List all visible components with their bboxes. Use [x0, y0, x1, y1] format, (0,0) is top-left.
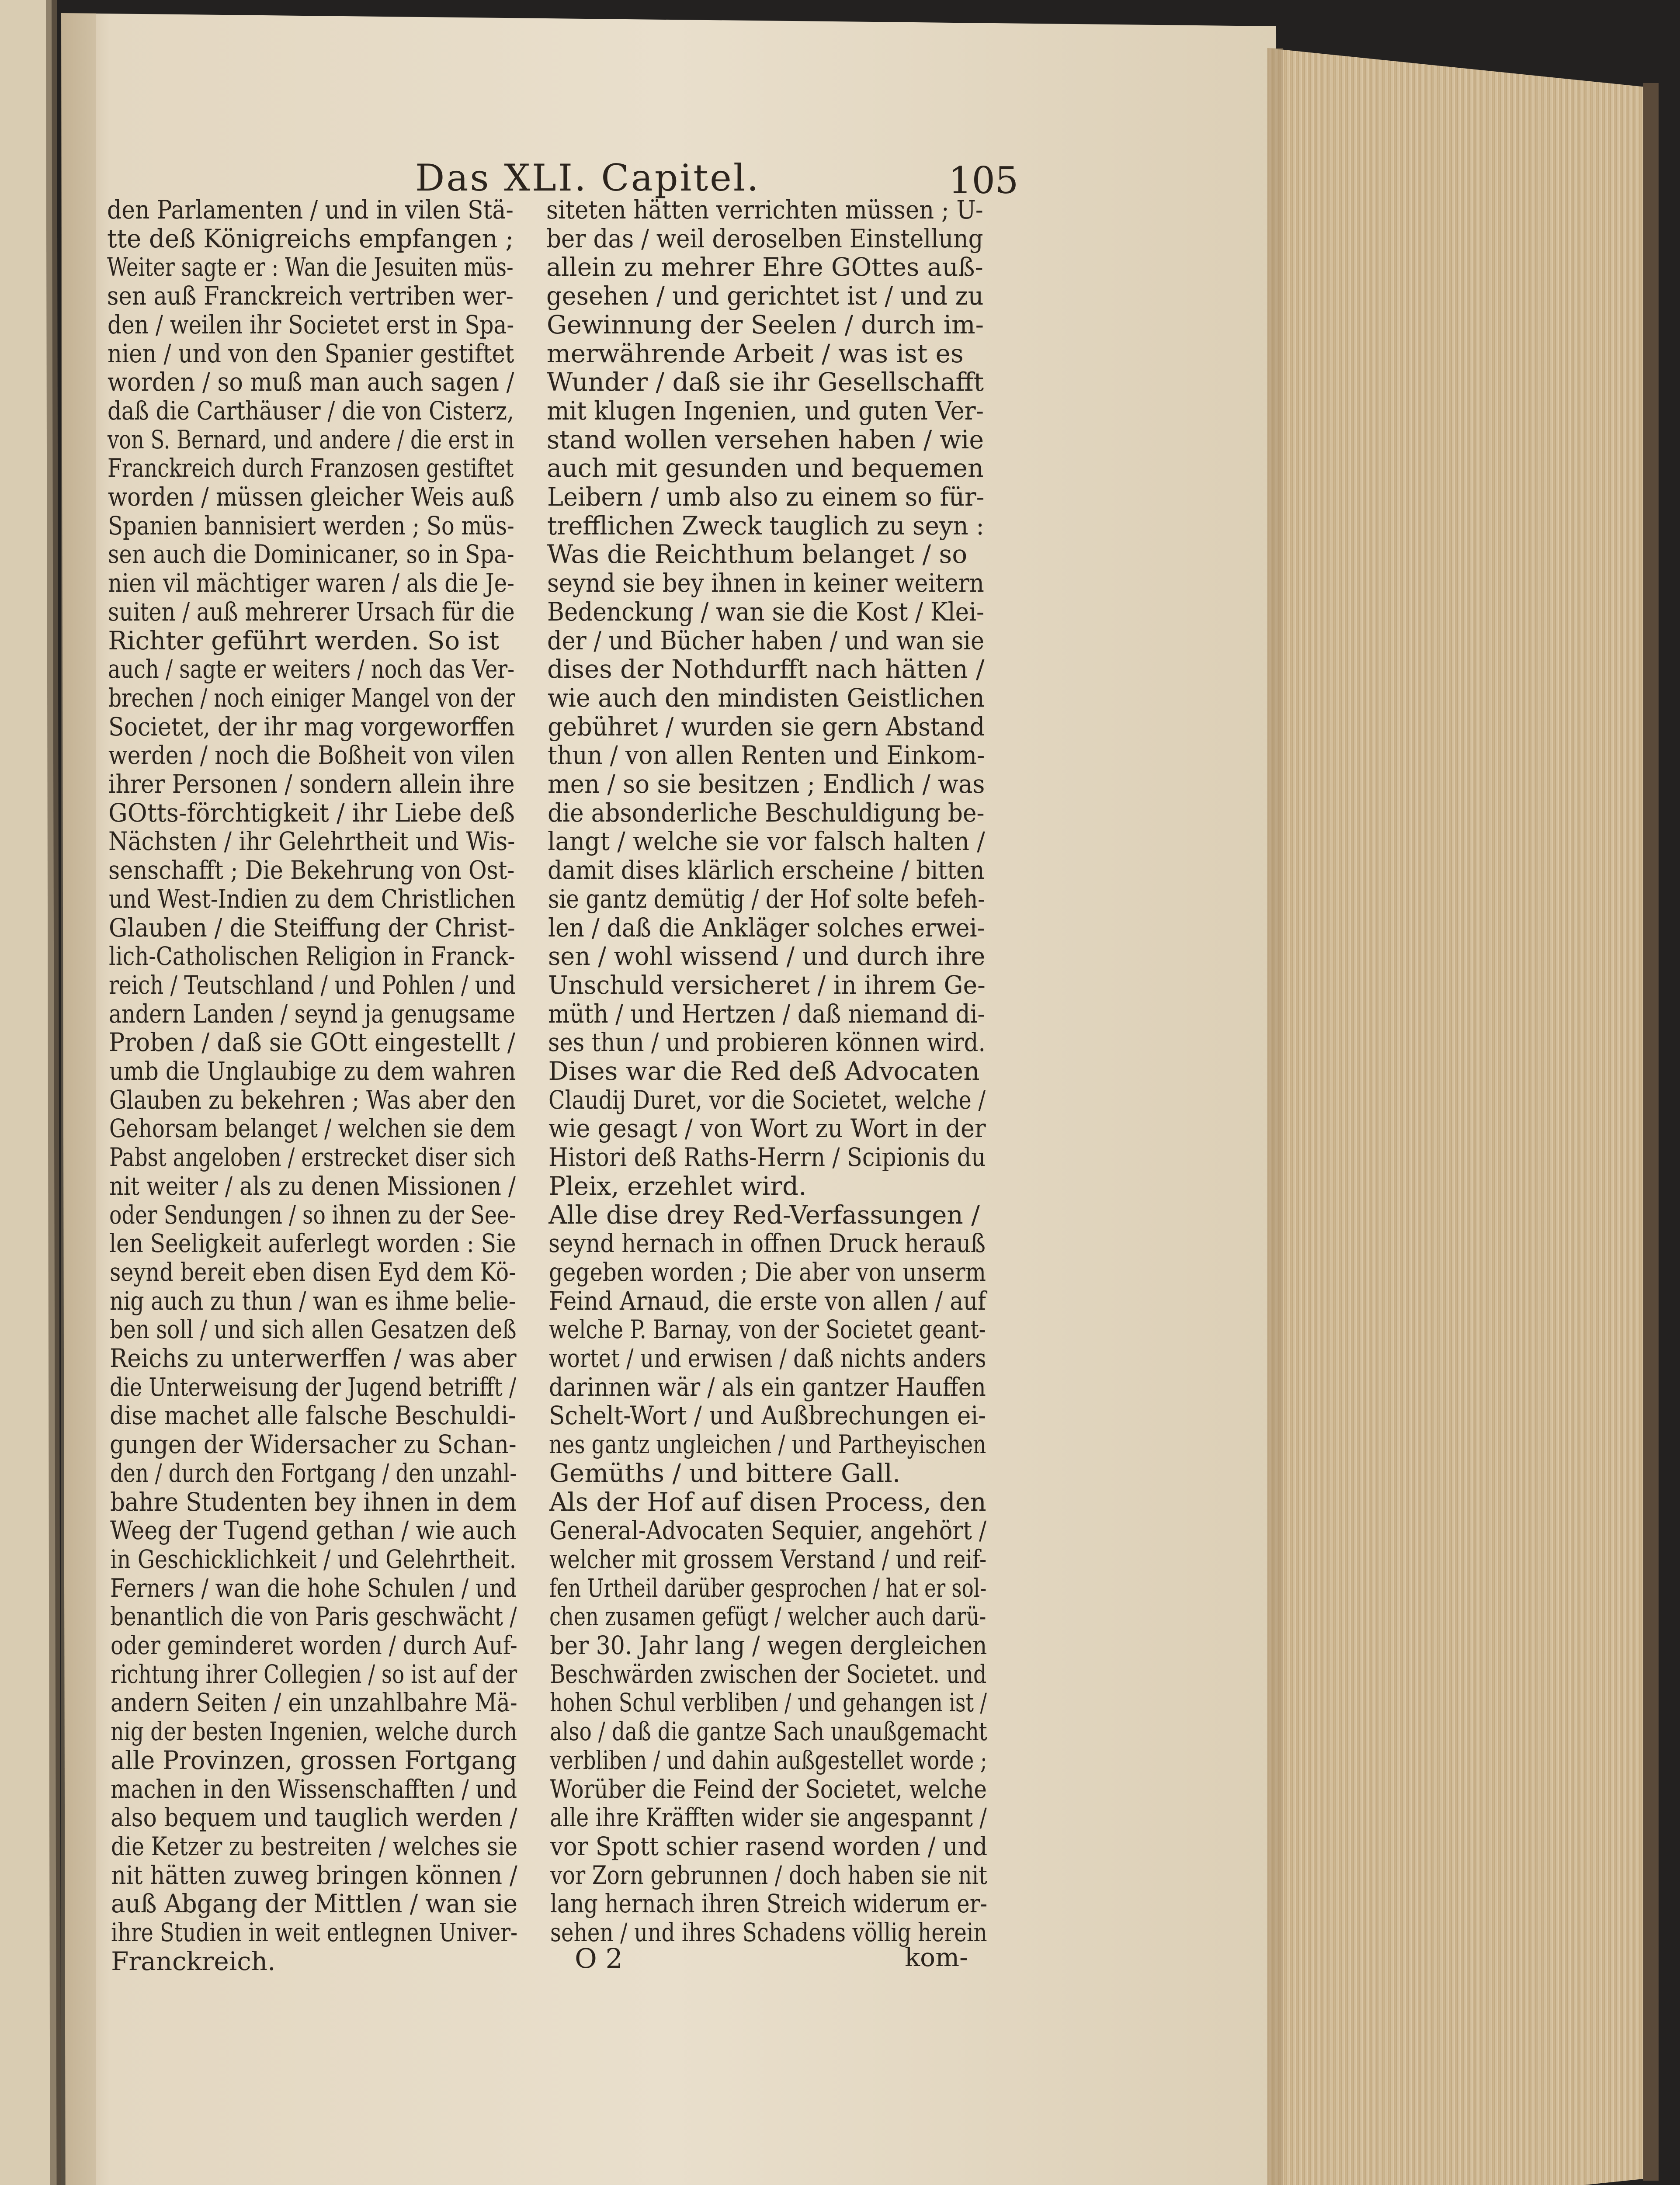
text-line: Pleix, erzehlet wird.: [548, 1171, 807, 1201]
text-line: Claudij Duret, vor die Societet, welche /: [548, 1085, 986, 1115]
text-line: die Unterweisung der Jugend betrifft /: [110, 1372, 517, 1402]
catchword: kom-: [905, 1942, 968, 1972]
text-line: Glauben / die Steiffung der Christ-: [108, 912, 515, 943]
text-line: Nächsten / ihr Gelehrtheit und Wis-: [108, 826, 515, 857]
text-line: die absonderliche Beschuldigung be-: [548, 798, 985, 828]
text-line: Proben / daß sie GOtt eingestellt /: [109, 1027, 516, 1058]
text-line: Spanien bannisiert werden ; So müs-: [108, 510, 514, 541]
text-line: auch / sagte er weiters / noch das Ver-: [108, 654, 515, 684]
text-line: sie gantz demütig / der Hof solte befeh-: [548, 884, 985, 914]
text-line: die Ketzer zu bestreiten / welches sie: [111, 1831, 517, 1861]
text-line: werden / noch die Boßheit von vilen: [108, 740, 515, 770]
text-line: fen Urtheil darüber gesprochen / hat er sol-: [549, 1573, 987, 1603]
text-line: ihrer Personen / sondern allein ihre: [108, 769, 515, 799]
text-line: alle Provinzen, grossen Fortgang: [111, 1745, 517, 1775]
text-line: richtung ihrer Collegien / so ist auf der: [110, 1659, 517, 1689]
text-line: welche P. Barnay, von der Societet geant-: [548, 1314, 986, 1345]
text-line: sehen / und ihres Schadens völlig herein: [550, 1918, 987, 1947]
text-line: nig der besten Ingenien, welche durch: [110, 1717, 517, 1747]
text-line: von S. Bernard, und andere / die erst in: [108, 424, 514, 454]
text-line: Als der Hof auf disen Process, den: [549, 1487, 986, 1517]
text-line: worden / so muß man auch sagen /: [107, 367, 514, 397]
text-line: brechen / noch einiger Mangel von der: [108, 683, 515, 713]
text-line: machen in den Wissenschafften / und: [111, 1774, 517, 1804]
text-line: seynd hernach in offnen Druck herauß: [548, 1228, 986, 1259]
text-line: Was die Reichthum belanget / so: [547, 539, 968, 569]
text-line: allein zu mehrer Ehre GOttes auß-: [546, 252, 984, 282]
text-line: worden / müssen gleicher Weis auß: [108, 482, 514, 512]
text-line: Beschwärden zwischen der Societet. und: [549, 1659, 987, 1689]
text-line: thun / von allen Renten und Einkom-: [547, 740, 985, 770]
text-line: Weeg der Tugend gethan / wie auch: [110, 1516, 517, 1546]
text-line: Ferners / wan die hohe Schulen / und: [110, 1573, 517, 1603]
text-line: General-Advocaten Sequier, angehört /: [549, 1516, 987, 1546]
text-line: gebühret / wurden sie gern Abstand: [547, 711, 985, 742]
text-line: den / durch den Fortgang / den unzahl-: [110, 1458, 517, 1488]
text-line: Weiter sagte er : Wan die Jesuiten müs-: [107, 252, 514, 282]
text-line: welcher mit grossem Verstand / und reif-: [549, 1544, 987, 1574]
text-line: seynd sie bey ihnen in keiner weitern: [547, 568, 984, 598]
text-line: reich / Teutschland / und Pohlen / und: [109, 970, 516, 1000]
text-line: gesehen / und gerichtet ist / und zu: [546, 281, 984, 311]
text-line: nien / und von den Spanier gestiftet: [107, 338, 514, 368]
text-line: Gehorsam belanget / welchen sie dem: [109, 1113, 516, 1144]
text-line: bahre Studenten bey ihnen in dem: [110, 1487, 517, 1517]
text-line: ber 30. Jahr lang / wegen dergleichen: [549, 1630, 987, 1660]
text-line: Leibern / umb also zu einem so für-: [547, 482, 984, 512]
text-line: Gewinnung der Seelen / durch im-: [546, 309, 984, 340]
text-line: suiten / auß mehrerer Ursach für die: [108, 597, 515, 627]
text-line: hohen Schul verbliben / und gehangen ist /: [549, 1688, 987, 1718]
text-line: andern Landen / seynd ja genugsame: [109, 999, 515, 1029]
text-line: merwährende Arbeit / was ist es: [546, 338, 964, 368]
text-line: chen zusamen gefügt / welcher auch darü-: [549, 1602, 986, 1632]
page-number: 105: [948, 159, 1019, 202]
text-line: alle ihre Kräfften wider sie angespannt /: [550, 1803, 987, 1833]
cover: [1643, 83, 1659, 2181]
text-line: nig auch zu thun / wan es ihme belie-: [109, 1286, 516, 1316]
text-line: und West-Indien zu dem Christlichen: [108, 884, 515, 914]
text-line: verbliben / und dahin außgestellet worde ;: [550, 1745, 987, 1775]
text-line: stand wollen versehen haben / wie: [547, 424, 984, 454]
text-line: benantlich die von Paris geschwächt /: [110, 1602, 517, 1632]
text-line: Feind Arnaud, die erste von allen / auf: [548, 1286, 986, 1316]
text-line: seynd bereit eben disen Eyd dem Kö-: [109, 1257, 516, 1287]
text-line: dises der Nothdurfft nach hätten /: [547, 654, 985, 684]
text-line: also / daß die gantze Sach unaußgemacht: [549, 1717, 987, 1747]
text-line: tte deß Königreichs empfangen ;: [107, 223, 514, 253]
text-line: Gemüths / und bittere Gall.: [549, 1458, 901, 1488]
text-line: nes gantz ungleichen / und Partheyischen: [549, 1429, 986, 1460]
page-block-edge: [1267, 48, 1650, 2185]
text-line: vor Spott schier rasend worden / und: [550, 1831, 987, 1861]
text-line: Bedenckung / wan sie die Kost / Klei-: [547, 597, 985, 627]
text-line: Franckreich.: [111, 1946, 276, 1976]
text-line: oder geminderet worden / durch Auf-: [110, 1630, 517, 1660]
text-line: Societet, der ihr mag vorgeworffen: [108, 711, 515, 742]
running-head: Das XLI. Capitel.: [415, 156, 760, 199]
text-line: darinnen wär / als ein gantzer Hauffen: [549, 1372, 986, 1402]
text-line: mit klugen Ingenien, und guten Ver-: [547, 395, 984, 426]
text-line: Glauben zu bekehren ; Was aber den: [109, 1085, 516, 1115]
text-line: Histori deß Raths-Herrn / Scipionis du: [548, 1142, 986, 1172]
text-line: len Seeligkeit auferlegt worden : Sie: [109, 1228, 517, 1259]
text-line: sen auch die Dominicaner, so in Spa-: [108, 539, 514, 569]
text-line: vor Zorn gebrunnen / doch haben sie nit: [550, 1860, 987, 1890]
text-line: gungen der Widersacher zu Schan-: [110, 1429, 517, 1460]
text-line: nit hätten zuweg bringen können /: [111, 1860, 517, 1890]
text-line: lich-Catholischen Religion in Franck-: [108, 941, 515, 971]
text-line: Reichs zu unterwerffen / was aber: [110, 1343, 517, 1373]
text-line: den Parlamenten / und in vilen Stä-: [107, 195, 514, 225]
text-line: langt / welche sie vor falsch halten /: [548, 826, 986, 857]
text-line: nien vil mächtiger waren / als die Je-: [108, 568, 514, 598]
text-line: wie gesagt / von Wort zu Wort in der: [548, 1113, 986, 1144]
text-line: Alle dise drey Red-Verfassungen /: [548, 1200, 980, 1230]
text-line: damit dises klärlich erscheine / bitten: [548, 855, 985, 885]
text-line: nit weiter / als zu denen Missionen /: [109, 1171, 516, 1201]
text-line: Dises war die Red deß Advocaten: [548, 1056, 980, 1086]
text-line: dise machet alle falsche Beschuldi-: [110, 1401, 516, 1431]
text-line: lang hernach ihren Streich widerum er-: [550, 1889, 987, 1919]
text-line: wortet / und erwisen / daß nichts anders: [549, 1343, 986, 1373]
text-line: sen / wohl wissend / und durch ihre: [548, 941, 986, 971]
text-line: daß die Carthäuser / die von Cisterz,: [108, 395, 514, 426]
text-line: ihre Studien in weit entlegnen Univer-: [111, 1918, 518, 1947]
text-line: Worüber die Feind der Societet, welche: [550, 1774, 987, 1804]
text-line: den / weilen ihr Societet erst in Spa-: [107, 309, 514, 340]
text-line: also bequem und tauglich werden /: [111, 1803, 518, 1833]
text-line: der / und Bücher haben / und wan sie: [547, 625, 985, 656]
text-line: ben soll / und sich allen Gesatzen deß: [109, 1314, 517, 1345]
text-line: Pabst angeloben / erstrecket diser sich: [109, 1142, 516, 1172]
text-line: Schelt-Wort / und Außbrechungen ei-: [549, 1401, 986, 1431]
text-line: müth / und Hertzen / daß niemand di-: [548, 999, 986, 1029]
text-line: auß Abgang der Mittlen / wan sie: [111, 1889, 517, 1919]
text-line: Wunder / daß sie ihr Gesellschafft: [546, 367, 984, 397]
text-line: siteten hätten verrichten müssen ; U-: [546, 195, 983, 225]
text-line: Richter geführt werden. So ist: [108, 625, 500, 656]
text-line: len / daß die Ankläger solches erwei-: [548, 912, 985, 943]
text-line: trefflichen Zweck tauglich zu seyn :: [547, 510, 984, 541]
text-line: oder Sendungen / so ihnen zu der See-: [109, 1200, 517, 1230]
text-line: ber das / weil deroselben Einstellung: [546, 223, 983, 253]
text-line: in Geschicklichkeit / und Gelehrtheit.: [110, 1544, 517, 1574]
text-line: auch mit gesunden und bequemen: [547, 453, 984, 483]
text-line: umb die Unglaubige zu dem wahren: [109, 1056, 516, 1086]
text-line: wie auch den mindisten Geistlichen: [547, 683, 985, 713]
text-line: men / so sie besitzen ; Endlich / was: [548, 769, 985, 799]
text-line: gegeben worden ; Die aber von unserm: [548, 1257, 986, 1287]
text-line: Franckreich durch Franzosen gestiftet: [108, 453, 514, 483]
text-line: sen auß Franckreich vertriben wer-: [107, 281, 514, 311]
text-line: ses thun / und probieren können wird.: [548, 1027, 986, 1058]
text-line: Unschuld versicheret / in ihrem Ge-: [548, 970, 986, 1000]
signature-mark: O 2: [575, 1942, 623, 1974]
text-line: GOtts-förchtigkeit / ihr Liebe deß: [108, 798, 515, 828]
text-line: andern Seiten / ein unzahlbahre Mä-: [110, 1688, 517, 1718]
text-line: senschafft ; Die Bekehrung von Ost-: [108, 855, 515, 885]
